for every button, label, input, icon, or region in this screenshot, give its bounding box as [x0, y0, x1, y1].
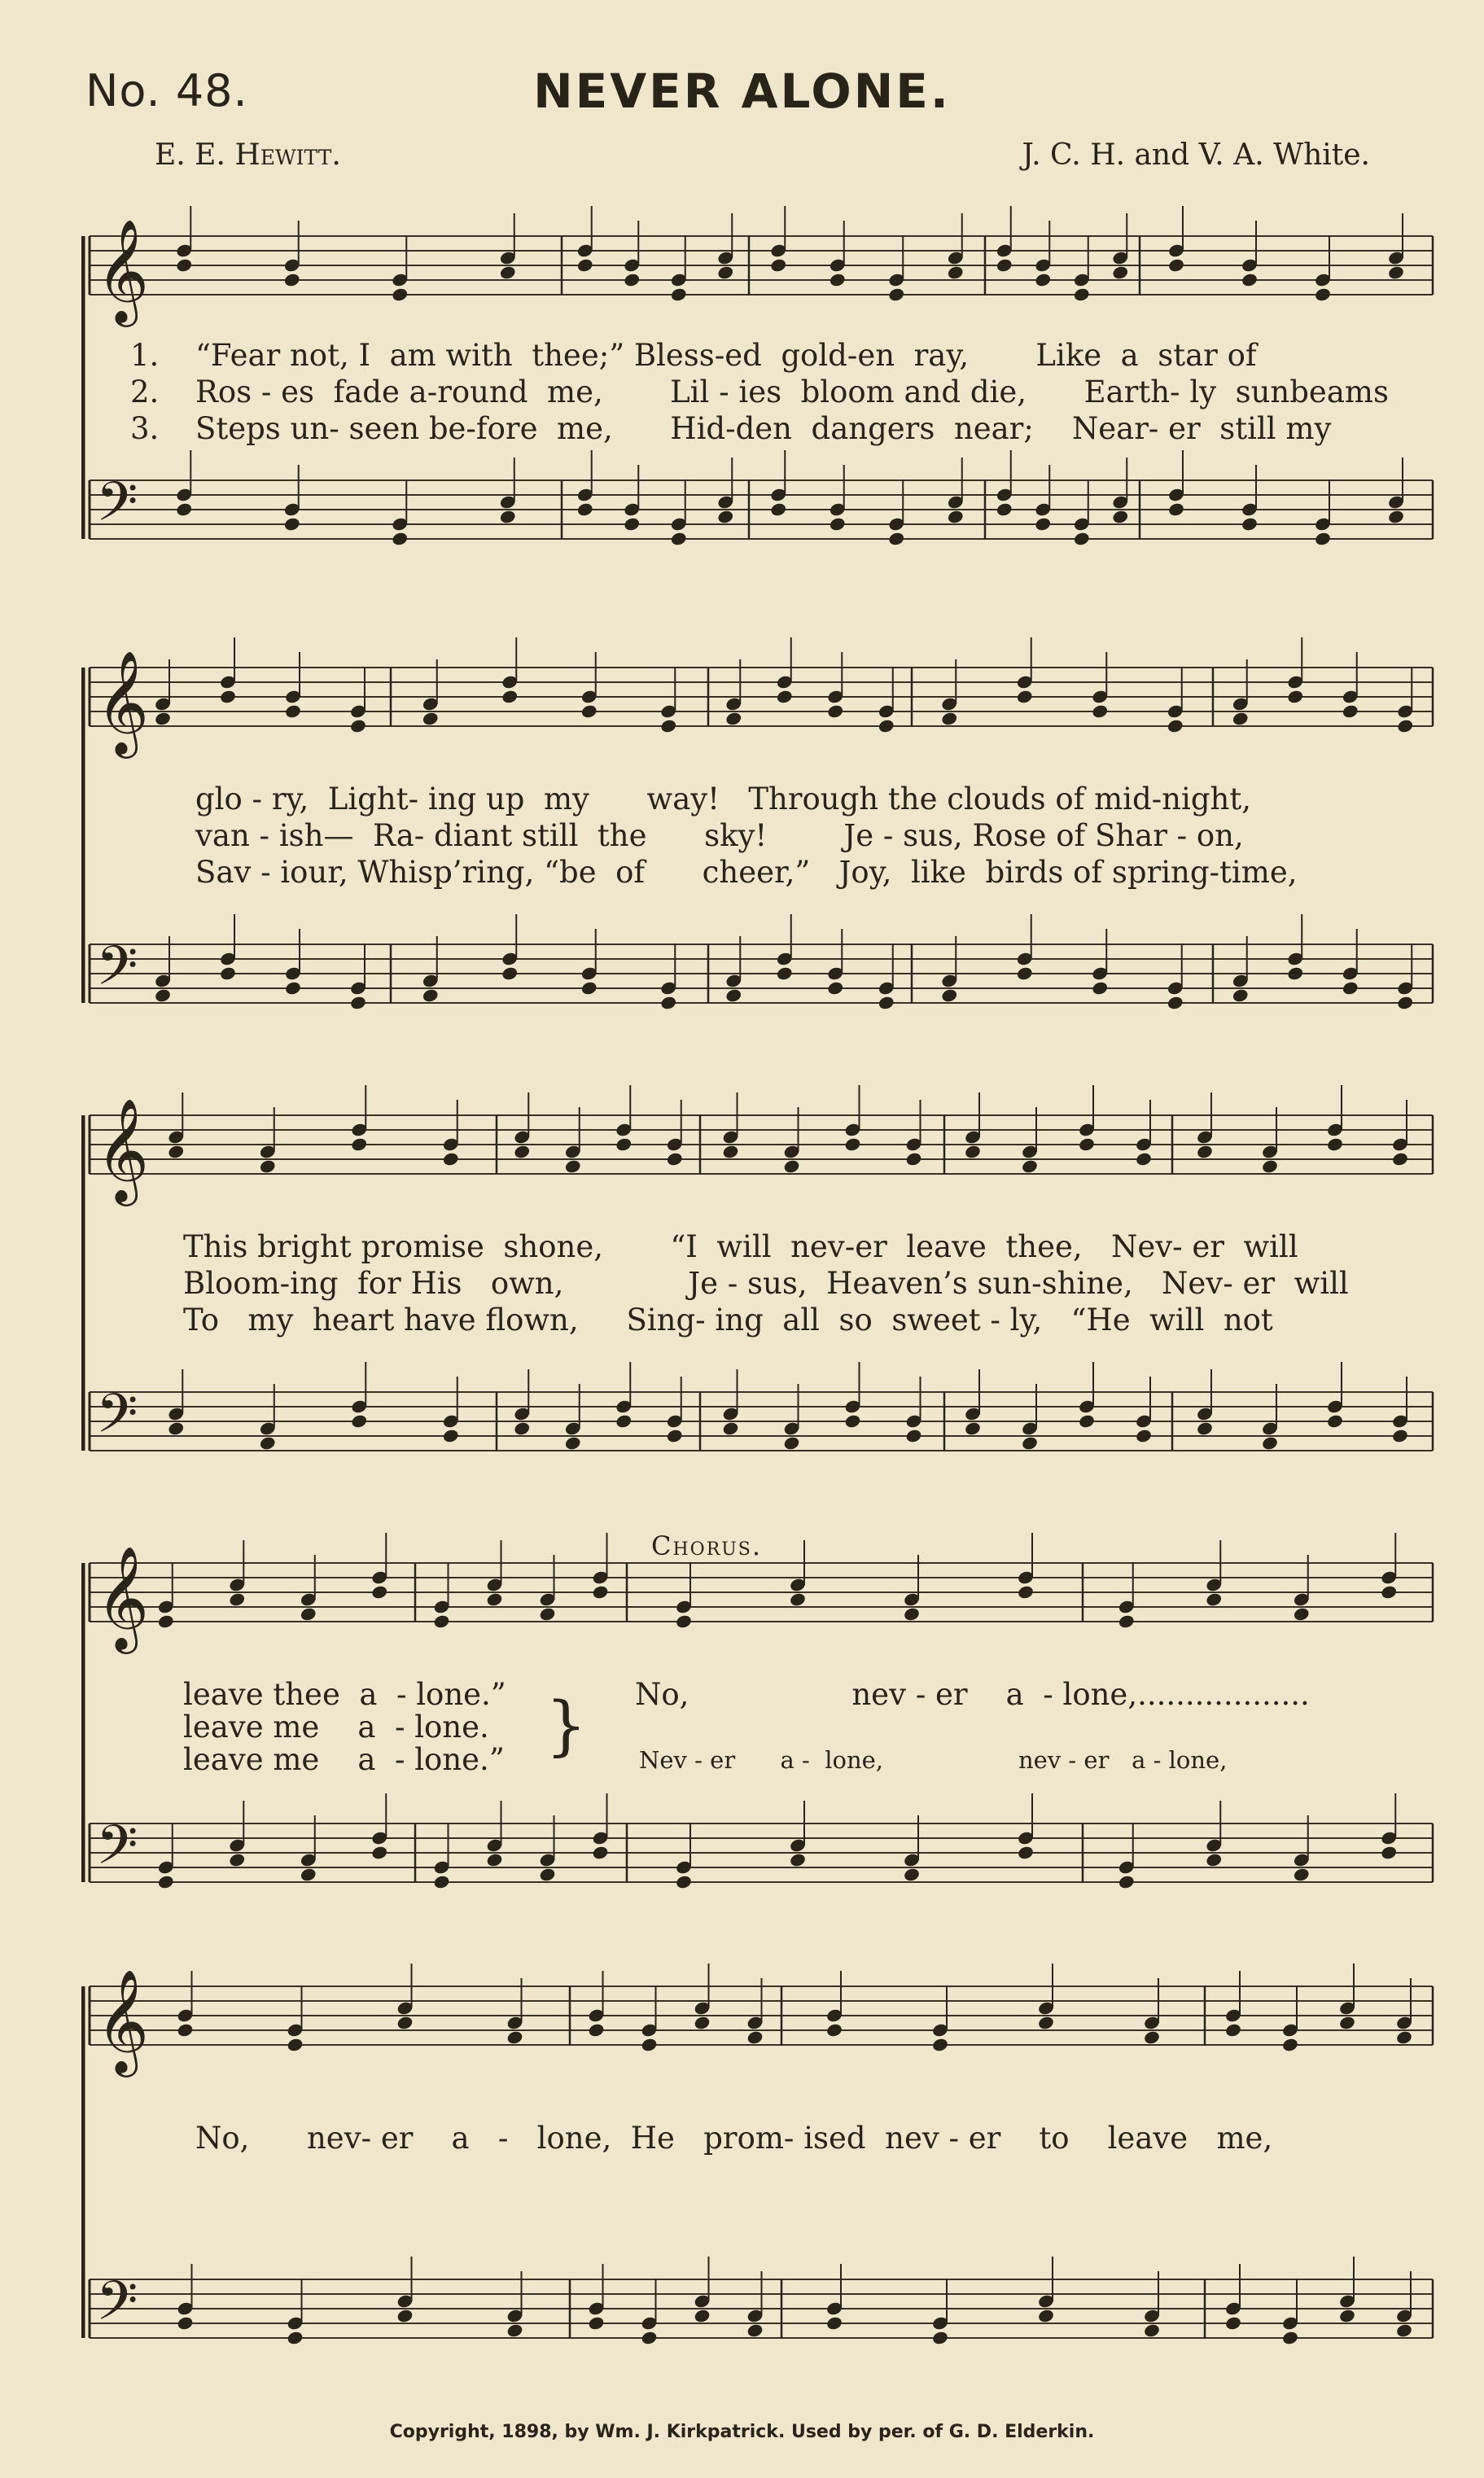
lyric-line: No, nev- er a - lone, He prom- ised nev - er to leave me,	[195, 2121, 1273, 2156]
note-head	[724, 987, 742, 1003]
note-head	[287, 2330, 304, 2345]
note-head	[878, 995, 895, 1010]
treble-clef: 𝄞	[96, 218, 150, 322]
note-head	[1224, 2022, 1242, 2038]
lyric-line-verse-3: leave me a - lone.”	[183, 1742, 505, 1777]
note-head	[1167, 501, 1185, 517]
note-head	[167, 1144, 185, 1159]
note-head	[300, 1867, 317, 1882]
note-head	[422, 987, 440, 1003]
note-head	[694, 2308, 711, 2323]
note-head	[826, 703, 844, 719]
note-head	[588, 2315, 606, 2331]
note-head	[433, 1613, 451, 1629]
note-head	[724, 711, 742, 726]
note-head	[259, 1158, 277, 1174]
note-head	[259, 1435, 277, 1451]
note-head	[789, 1852, 807, 1867]
note-head	[1118, 1613, 1136, 1629]
note-head	[931, 2330, 949, 2345]
note-head	[1016, 965, 1034, 981]
note-head	[1293, 1867, 1311, 1882]
note-head	[1021, 1435, 1039, 1451]
note-head	[1034, 272, 1052, 287]
note-head	[1396, 995, 1414, 1010]
note-head	[349, 718, 367, 733]
lyric-line-verse-3: To my heart have flown, Sing- ing all so sweet - ly, “He will not	[183, 1302, 1273, 1338]
note-head	[722, 1421, 740, 1436]
note-head	[592, 1845, 610, 1860]
note-head	[716, 509, 734, 524]
note-head	[1135, 1151, 1153, 1167]
note-head	[283, 272, 301, 287]
note-head	[588, 2022, 606, 2038]
note-head	[887, 531, 905, 546]
note-head	[666, 1428, 684, 1443]
note-head	[1387, 509, 1405, 524]
verse-number: 1.	[130, 338, 160, 373]
note-head	[433, 1874, 451, 1889]
note-head	[499, 265, 517, 280]
lyric-line-verse-2: leave me a - lone.	[183, 1710, 489, 1745]
note-head	[1314, 287, 1332, 302]
note-head	[1143, 2029, 1161, 2045]
lyric-line-verse-1: “Fear not, I am with thee;” Bless-ed gold-en ray, Like a star of	[195, 338, 1257, 373]
note-head	[442, 1428, 460, 1443]
note-head	[370, 1845, 388, 1860]
note-head	[1261, 1435, 1279, 1451]
note-head	[513, 1421, 531, 1436]
note-head	[1241, 516, 1259, 532]
note-head	[659, 718, 677, 733]
note-head	[1396, 718, 1414, 733]
lyric-line-verse-2: Bloom-ing for His own, Je - sus, Heaven’s sun-shine, Nev- er will	[183, 1266, 1349, 1301]
note-head	[539, 1867, 557, 1882]
note-head	[1167, 995, 1184, 1010]
note-head	[746, 2029, 764, 2045]
note-head	[783, 1435, 801, 1451]
note-head	[499, 509, 517, 524]
note-head	[167, 1421, 185, 1436]
bass-clef: 𝄢	[96, 1382, 138, 1458]
note-head	[964, 1144, 982, 1159]
note-head	[350, 1136, 368, 1152]
note-head	[228, 1591, 246, 1607]
note-head	[1281, 2037, 1299, 2052]
note-head	[1021, 1158, 1039, 1174]
note-head	[1037, 2015, 1055, 2030]
note-head	[580, 703, 598, 719]
note-head	[442, 1151, 460, 1167]
music-system-1	[81, 204, 1441, 611]
note-head	[903, 1606, 921, 1622]
note-head	[1286, 689, 1304, 704]
lyric-line-verse-1: glo - ry, Light- ing up my way! Through the clouds of mid-night,	[195, 781, 1251, 817]
note-head	[287, 2037, 304, 2052]
note-head	[1380, 1584, 1398, 1600]
chorus-label: Chorus.	[651, 1530, 763, 1561]
note-head	[623, 272, 641, 287]
note-head	[716, 265, 734, 280]
note-head	[1111, 265, 1129, 280]
note-head	[1016, 689, 1034, 704]
note-head	[177, 2315, 195, 2331]
note-head	[1314, 531, 1332, 546]
note-head	[1380, 1845, 1398, 1860]
lyric-line-verse-1: leave thee a - lone.”	[183, 1677, 506, 1712]
note-head	[996, 257, 1013, 273]
note-head	[1338, 2308, 1356, 2323]
note-head	[1261, 1158, 1279, 1174]
note-head	[1135, 1428, 1153, 1443]
note-head	[776, 965, 794, 981]
note-head	[580, 980, 598, 996]
note-head	[825, 2315, 843, 2331]
lyric-line-verse-2: van - ish— Ra- diant still the sky! Je - sus, Rose of Shar - on,	[195, 818, 1244, 853]
note-head	[1073, 531, 1091, 546]
note-head	[1205, 1852, 1223, 1867]
note-head	[675, 1613, 693, 1629]
lyric-line-verse-1: This bright promise shone, “I will nev-er leave thee, Nev- er will	[183, 1229, 1298, 1264]
lyric-line-verse-3: Steps un- seen be-fore me, Hid-den dangers near; Near- er still my	[195, 411, 1332, 446]
bass-clef: 𝄢	[96, 2270, 138, 2345]
note-head	[349, 995, 367, 1010]
note-head	[175, 257, 193, 273]
copyright-footer: Copyright, 1898, by Wm. J. Kirkpatrick. Used by per. of G. D. Elderkin.	[389, 2422, 1095, 2442]
note-head	[513, 1144, 531, 1159]
note-head	[940, 711, 958, 726]
note-head	[826, 980, 844, 996]
note-head	[157, 1874, 175, 1889]
note-head	[1281, 2330, 1299, 2345]
note-head	[769, 501, 787, 517]
chorus-lyric-main: No, nev - er a - lone,..................	[635, 1677, 1310, 1712]
note-head	[396, 2308, 414, 2323]
note-head	[1091, 980, 1109, 996]
note-head	[154, 987, 172, 1003]
note-head	[1167, 257, 1185, 273]
note-head	[694, 2015, 711, 2030]
note-head	[903, 1867, 921, 1882]
treble-clef: 𝄞	[96, 650, 150, 754]
note-head	[486, 1591, 504, 1607]
note-head	[539, 1606, 557, 1622]
note-head	[1196, 1144, 1214, 1159]
lyric-line-verse-2: Ros - es fade a-round me, Lil - ies bloom and die, Earth- ly sunbeams	[195, 374, 1389, 409]
note-head	[300, 1606, 317, 1622]
composer-credit: J. C. H. and V. A. White.	[1022, 138, 1370, 172]
staff-notation-5	[81, 1954, 1441, 2393]
brace: }	[545, 1688, 587, 1763]
note-head	[284, 980, 302, 996]
note-head	[947, 265, 965, 280]
note-head	[829, 516, 847, 532]
bass-clef: 𝄢	[96, 1814, 138, 1889]
note-head	[615, 1413, 633, 1429]
note-head	[501, 689, 519, 704]
note-head	[396, 2015, 414, 2030]
note-head	[501, 965, 519, 981]
hymn-title: NEVER ALONE.	[533, 63, 951, 119]
note-head	[670, 531, 688, 546]
note-head	[1342, 703, 1359, 719]
note-head	[769, 257, 787, 273]
note-head	[1078, 1136, 1096, 1152]
note-head	[1073, 287, 1091, 302]
note-head	[1034, 516, 1052, 532]
note-head	[829, 272, 847, 287]
note-head	[1167, 718, 1184, 733]
music-system-3	[81, 1083, 1441, 1506]
note-head	[219, 965, 237, 981]
note-head	[506, 2323, 524, 2338]
verse-number: 3.	[130, 411, 160, 446]
note-head	[576, 501, 594, 517]
note-head	[675, 1874, 693, 1889]
music-system-2	[81, 635, 1441, 1058]
note-head	[157, 1613, 175, 1629]
note-head	[905, 1151, 923, 1167]
note-head	[931, 2037, 949, 2052]
note-head	[947, 509, 965, 524]
note-head	[1293, 1606, 1311, 1622]
note-head	[283, 516, 301, 532]
note-head	[228, 1852, 246, 1867]
lyric-line-verse-3: Sav - iour, Whisp’ring, “be of cheer,” Joy, like birds of spring-time,	[195, 855, 1298, 890]
note-head	[1091, 703, 1109, 719]
note-head	[659, 995, 677, 1010]
note-head	[1286, 965, 1304, 981]
note-head	[1017, 1845, 1035, 1860]
note-head	[1232, 987, 1250, 1003]
note-head	[1326, 1413, 1344, 1429]
note-head	[1395, 2323, 1413, 2338]
music-system-4	[81, 1530, 1441, 1937]
note-head	[1391, 1428, 1409, 1443]
note-head	[564, 1158, 582, 1174]
note-head	[175, 501, 193, 517]
note-head	[576, 257, 594, 273]
note-head	[623, 516, 641, 532]
note-head	[746, 2323, 764, 2338]
note-head	[1342, 980, 1359, 996]
note-head	[887, 287, 905, 302]
note-head	[666, 1151, 684, 1167]
note-head	[422, 711, 440, 726]
note-head	[564, 1435, 582, 1451]
note-head	[1326, 1136, 1344, 1152]
bass-clef: 𝄢	[96, 935, 138, 1010]
note-head	[506, 2029, 524, 2045]
note-head	[964, 1421, 982, 1436]
note-head	[391, 531, 409, 546]
author-credit: E. E. Hewitt.	[155, 138, 341, 172]
note-head	[1224, 2315, 1242, 2331]
note-head	[1037, 2308, 1055, 2323]
music-system-5	[81, 1954, 1441, 2393]
note-head	[219, 689, 237, 704]
note-head	[1391, 1151, 1409, 1167]
treble-clef: 𝄞	[96, 1097, 150, 1202]
bass-clef: 𝄢	[96, 471, 138, 546]
note-head	[878, 718, 895, 733]
note-head	[844, 1413, 862, 1429]
note-head	[789, 1591, 807, 1607]
note-head	[1143, 2323, 1161, 2338]
note-head	[177, 2022, 195, 2038]
note-head	[370, 1584, 388, 1600]
treble-clef: 𝄞	[96, 1968, 150, 2073]
note-head	[641, 2330, 659, 2345]
verse-number: 2.	[130, 374, 160, 409]
note-head	[350, 1413, 368, 1429]
note-head	[905, 1428, 923, 1443]
note-head	[641, 2037, 659, 2052]
note-head	[825, 2022, 843, 2038]
note-head	[1196, 1421, 1214, 1436]
treble-clef: 𝄞	[96, 1545, 150, 1649]
note-head	[670, 287, 688, 302]
note-head	[1387, 265, 1405, 280]
hymn-number: No. 48.	[85, 65, 248, 116]
note-head	[1395, 2029, 1413, 2045]
chorus-lyric-alto: Nev - er a - lone, nev - er a - lone,	[639, 1746, 1228, 1774]
note-head	[1111, 509, 1129, 524]
note-head	[1241, 272, 1259, 287]
note-head	[1118, 1874, 1136, 1889]
note-head	[284, 703, 302, 719]
note-head	[722, 1144, 740, 1159]
note-head	[1205, 1591, 1223, 1607]
note-head	[486, 1852, 504, 1867]
note-head	[1078, 1413, 1096, 1429]
note-head	[1017, 1584, 1035, 1600]
note-head	[615, 1136, 633, 1152]
note-head	[592, 1584, 610, 1600]
note-head	[1232, 711, 1250, 726]
note-head	[940, 987, 958, 1003]
note-head	[1338, 2015, 1356, 2030]
note-head	[776, 689, 794, 704]
note-head	[996, 501, 1013, 517]
note-head	[844, 1136, 862, 1152]
note-head	[783, 1158, 801, 1174]
note-head	[391, 287, 409, 302]
note-head	[154, 711, 172, 726]
